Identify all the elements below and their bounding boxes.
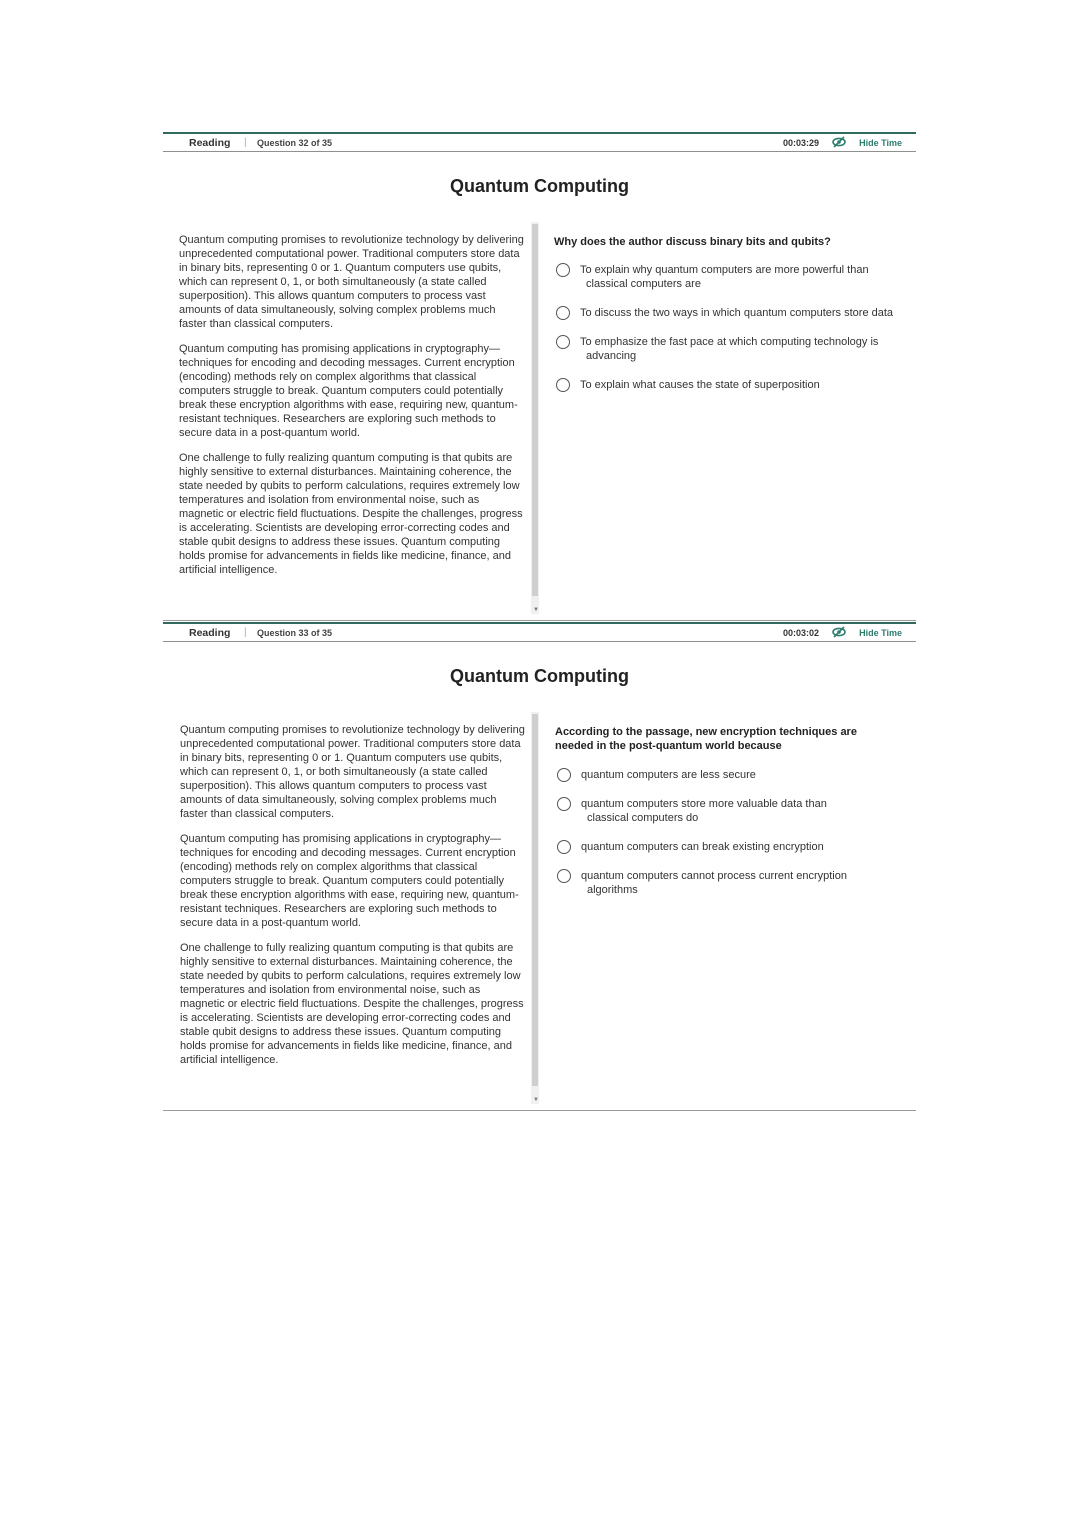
eye-slash-icon[interactable] <box>832 136 846 148</box>
answer-option[interactable] <box>554 263 904 291</box>
answer-option[interactable] <box>555 797 865 825</box>
answer-option-label: To discuss the two ways in which quantum computers store data <box>580 307 894 319</box>
top-bar <box>163 622 916 642</box>
scroll-down-arrow-icon[interactable]: ▼ <box>533 1097 539 1103</box>
radio-unselected-icon[interactable] <box>557 840 571 854</box>
passage-paragraph: Quantum computing has promising applications in cryptography—techniques for encoding and decoding messages. Current encryption (encoding) methods rely on complex algorithms that classical computers struggle to break. Quantum computers could potentially break these encryption algorithms with ease, requiring new, quantum-resistant techniques. Researchers are exploring such methods to secure data in a post-quantum world. <box>180 833 519 929</box>
hide-time-button[interactable]: Hide Time <box>859 628 902 638</box>
eye-slash-icon[interactable] <box>832 626 846 638</box>
passage <box>180 723 525 1078</box>
radio-unselected-icon[interactable] <box>556 306 570 320</box>
header-separator: | <box>244 627 247 638</box>
answer-option-label: To explain what causes the state of superposition <box>580 379 820 391</box>
answer-option[interactable] <box>555 869 885 897</box>
passage-paragraph: Quantum computing promises to revolutionize technology by delivering unprecedented computational power. Traditional computers store data in binary bits, representing 0 or 1. Quantum computers use qubits, which can represent 0, 1, or both simultaneously (a state called superposition). This allows quantum computers to process vast amounts of data simultaneously, solving complex problems much faster than classical computers. <box>180 724 525 820</box>
passage-paragraph: One challenge to fully realizing quantum computing is that qubits are highly sensitive to external disturbances. Maintaining coherence, the state needed by qubits to perform calculations, requires extremely low temperatures and isolation from environmental noise, such as magnetic or electric field fluctuations. Despite the challenges, progress is accelerating. Scientists are developing error-correcting codes and stable qubit designs to address these issues. Quantum computing holds promise for advancements in fields like medicine, finance, and artificial intelligence. <box>179 452 523 576</box>
passage-title: Quantum Computing <box>450 666 629 686</box>
question-counter: Question 32 of 35 <box>257 138 333 148</box>
radio-unselected-icon[interactable] <box>557 797 571 811</box>
radio-unselected-icon[interactable] <box>556 263 570 277</box>
passage-paragraph: Quantum computing has promising applications in cryptography—techniques for encoding and decoding messages. Current encryption (encoding) methods rely on complex algorithms that classical computers struggle to break. Quantum computers could potentially break these encryption algorithms with ease, requiring new, quantum-resistant techniques. Researchers are exploring such methods to secure data in a post-quantum world. <box>179 343 518 439</box>
answer-options <box>554 263 904 392</box>
answer-option-label: quantum computers can break existing encryption <box>581 841 824 853</box>
radio-unselected-icon[interactable] <box>557 869 571 883</box>
answer-option-label: quantum computers are less secure <box>581 769 756 781</box>
radio-unselected-icon[interactable] <box>557 768 571 782</box>
answer-option[interactable] <box>554 335 904 363</box>
timer: 00:03:02 <box>782 628 819 638</box>
answer-option[interactable] <box>554 306 904 320</box>
radio-unselected-icon[interactable] <box>556 335 570 349</box>
passage-title: Quantum Computing <box>450 176 629 196</box>
scrollbar-thumb[interactable] <box>532 714 538 1086</box>
passage-scrollbar[interactable] <box>531 222 539 614</box>
answer-option-label: To explain why quantum computers are more powerful than classical computers are <box>580 264 869 290</box>
answer-option-label: To emphasize the fast pace at which computing technology is advancing <box>580 336 879 362</box>
header-separator: | <box>244 137 247 148</box>
passage-paragraph: One challenge to fully realizing quantum computing is that qubits are highly sensitive to external disturbances. Maintaining coherence, the state needed by qubits to perform calculations, requires extremely low temperatures and isolation from environmental noise, such as magnetic or electric field fluctuations. Despite the challenges, progress is accelerating. Scientists are developing error-correcting codes and stable qubit designs to address these issues. Quantum computing holds promise for advancements in fields like medicine, finance, and artificial intelligence. <box>180 942 524 1066</box>
answer-option[interactable] <box>555 840 905 854</box>
test-screen-q32 <box>163 132 916 621</box>
scrollbar-thumb[interactable] <box>532 224 538 596</box>
answer-option-label: quantum computers store more valuable data than classical computers do <box>581 798 827 824</box>
passage <box>179 233 524 588</box>
answer-option-label: quantum computers cannot process current encryption algorithms <box>581 870 847 896</box>
test-screen-q33 <box>163 622 916 1111</box>
question-counter: Question 33 of 35 <box>257 628 333 638</box>
timer: 00:03:29 <box>782 138 819 148</box>
scroll-down-arrow-icon[interactable]: ▼ <box>533 607 539 613</box>
question-text: According to the passage, new encryption techniques are needed in the post-quantum world because <box>555 726 857 752</box>
answer-options <box>555 768 905 897</box>
answer-option[interactable] <box>554 378 904 392</box>
section-label: Reading <box>189 137 231 149</box>
answer-option[interactable] <box>555 768 905 782</box>
passage-scrollbar[interactable] <box>531 712 539 1104</box>
question-text: Why does the author discuss binary bits and qubits? <box>554 236 831 248</box>
passage-paragraph: Quantum computing promises to revolutionize technology by delivering unprecedented computational power. Traditional computers store data in binary bits, representing 0 or 1. Quantum computers use qubits, which can represent 0, 1, or both simultaneously (a state called superposition). This allows quantum computers to process vast amounts of data simultaneously, solving complex problems much faster than classical computers. <box>179 234 524 330</box>
section-label: Reading <box>189 627 231 639</box>
top-bar <box>163 132 916 152</box>
hide-time-button[interactable]: Hide Time <box>859 138 902 148</box>
radio-unselected-icon[interactable] <box>556 378 570 392</box>
